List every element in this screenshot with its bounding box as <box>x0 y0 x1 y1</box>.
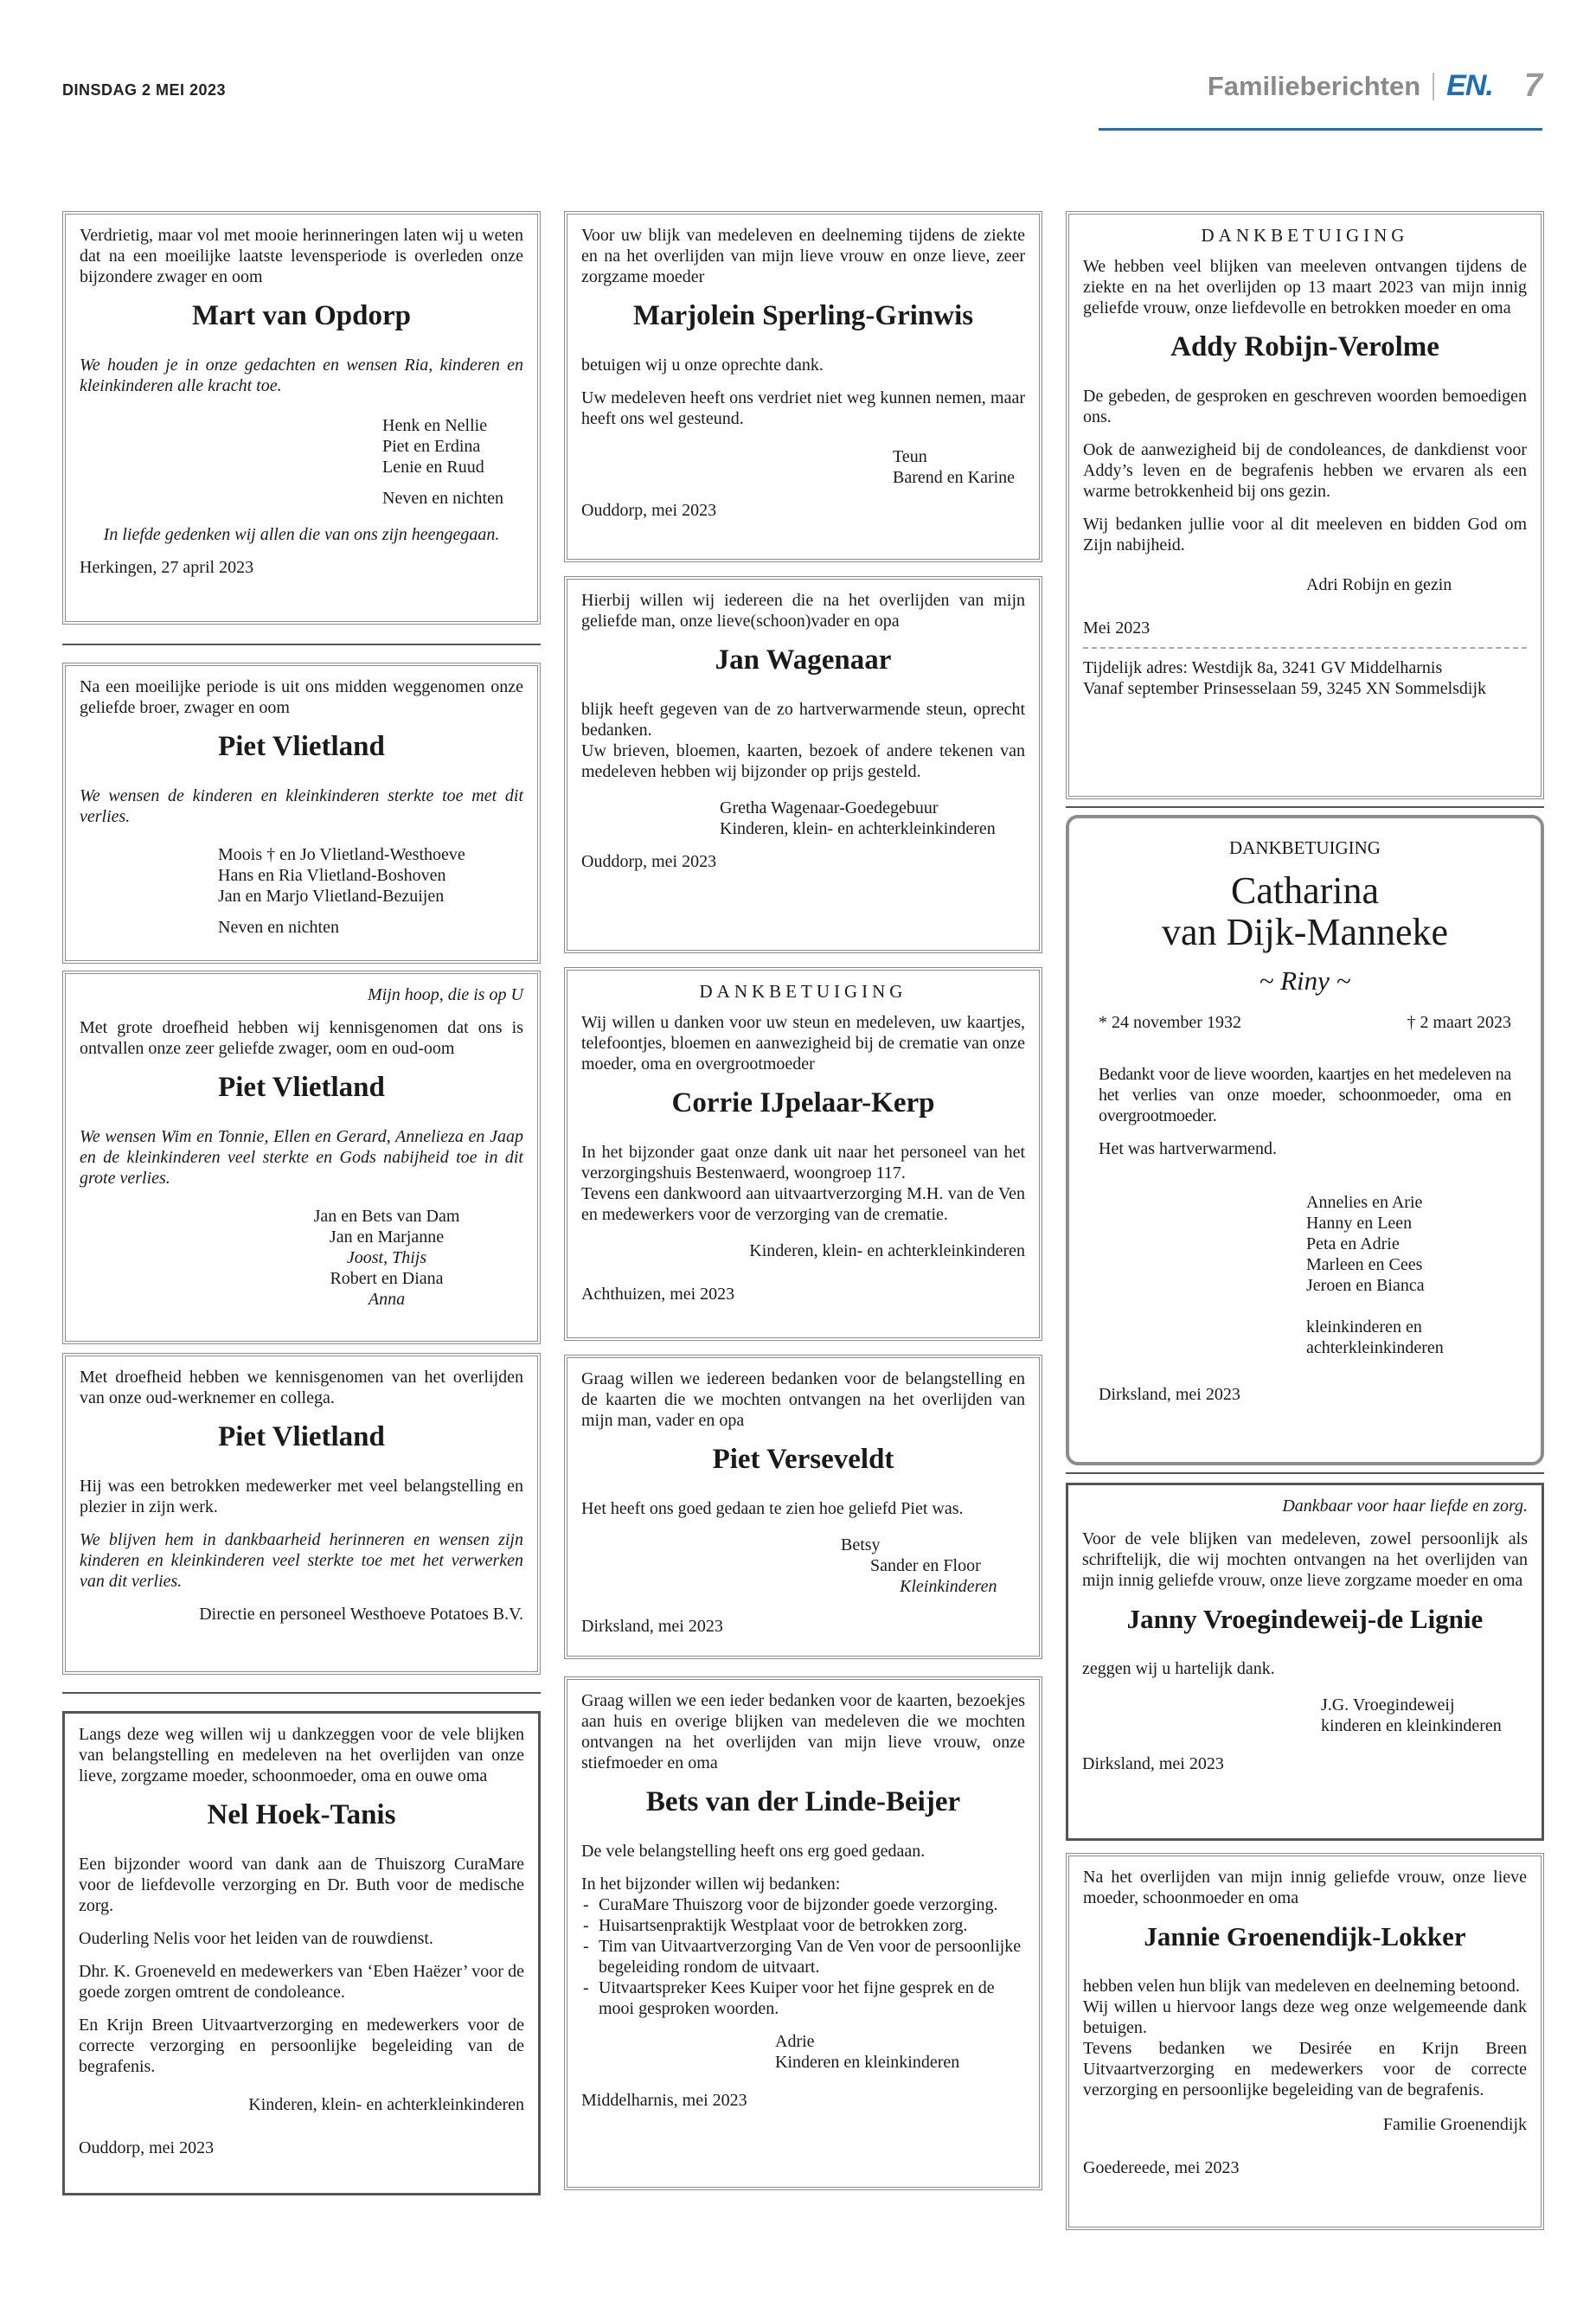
notice-text: We blijven hem in dankbaarheid herinneren en wensen zijn kinderen en kleinkinderen veel sterkte toe met het verwerken van dit verlies. <box>80 1530 523 1591</box>
thanks-paragraph: Het was hartverwarmend. <box>1099 1139 1278 1158</box>
signer: Kinderen en kleinkinderen <box>775 2053 960 2072</box>
notice-intro: We hebben veel blijken van meeleven ontvangen tijdens de ziekte en na het overlijden op 13 maart 2023 van mijn innig geliefde vrouw, onze liefdevolle en betrokken moeder en oma <box>1083 257 1527 317</box>
deceased-name: Piet Vlietland <box>218 1072 385 1103</box>
address-line: Vanaf september Prinsesselaan 59, 3245 XN Sommelsdijk <box>1083 679 1487 698</box>
column-2 <box>564 211 1042 2190</box>
notice-place-date: Ouddorp, mei 2023 <box>79 2138 215 2157</box>
signer: Adrie <box>775 2032 815 2051</box>
notice-heading: DANKBETUIGING <box>1201 225 1409 246</box>
signer-extra: Neven en nichten <box>218 918 339 937</box>
thanks-paragraph: Wij willen u hiervoor langs deze weg onze welgemeende dank betuigen. <box>1083 1997 1527 2037</box>
signers <box>218 844 523 938</box>
deceased-name: Piet Vlietland <box>218 1421 385 1452</box>
signer: Anna <box>368 1290 406 1309</box>
notice-place-date: Ouddorp, mei 2023 <box>581 501 717 520</box>
en-logo: EN. <box>1446 69 1493 102</box>
divider <box>1066 806 1544 808</box>
issue-date: DINSDAG 2 MEI 2023 <box>62 81 227 99</box>
signer-extra: Neven en nichten <box>382 489 503 508</box>
thanks-paragraph: In het bijzonder gaat onze dank uit naar het personeel van het verzorgingshuis Bestenwaerd, woongroep 117. <box>581 1143 1025 1183</box>
thanks-paragraph: Tevens een dankwoord aan uitvaartverzorging M.H. van de Ven en medewerkers voor de verzorging van de crematie. <box>581 1184 1025 1224</box>
notice-heading: DANKBETUIGING <box>699 981 907 1002</box>
thanks-paragraph: Een bijzonder woord van dank aan de Thuiszorg CuraMare voor de liefdevolle verzorging en Dr. Buth voor de medische zorg. <box>79 1855 524 1915</box>
signer: Robert en Diana <box>330 1269 444 1288</box>
deceased-name: Jannie Groenendijk-Lokker <box>1144 1921 1466 1952</box>
deceased-name: Bets van der Linde-Beijer <box>645 1786 961 1817</box>
signer: kleinkinderen en <box>1306 1317 1422 1336</box>
notice-corrie-ijpelaar-kerp <box>564 967 1042 1341</box>
deceased-name: Janny Vroegindeweij-de Lignie <box>1126 1604 1484 1634</box>
deceased-name: Piet Vlietland <box>218 731 385 762</box>
notice-text: We houden je in onze gedachten en wensen Ria, kinderen en kleinkinderen alle kracht toe. <box>80 356 523 395</box>
signers <box>893 446 1025 488</box>
notice-intro: Voor de vele blijken van medeleven, zowel persoonlijk als schriftelijk, die wij mochten ontvangen na het overlijden van mijn innig geliefde vrouw, onze lieve zorgzame moeder en oma <box>1082 1529 1528 1590</box>
notice-text: Hij was een betrokken medewerker met veel belangstelling en plezier in zijn werk. <box>80 1477 523 1516</box>
thanks-paragraph: En Krijn Breen Uitvaartverzorging en medewerkers voor de correcte verzorging en persoonlijke begeleiding van de begrafenis. <box>79 2016 524 2076</box>
thanks-paragraph: In het bijzonder willen wij bedanken: <box>581 1875 841 1894</box>
notice-intro: Na het overlijden van mijn innig geliefde vrouw, onze lieve moeder, schoonmoeder en oma <box>1083 1868 1527 1907</box>
signer: Adri Robijn en gezin <box>1306 575 1452 594</box>
signer: Peta en Adrie <box>1306 1234 1400 1253</box>
dashed-divider <box>1083 647 1527 649</box>
thanks-paragraph: Het heeft ons goed gedaan te zien hoe geliefd Piet was. <box>581 1499 964 1518</box>
deceased-name: Corrie IJpelaar-Kerp <box>671 1087 935 1118</box>
signer: Jeroen en Bianca <box>1306 1276 1425 1295</box>
thanks-paragraph: De gebeden, de gesproken en geschreven woorden bemoedigen ons. <box>1083 387 1527 426</box>
divider <box>62 644 541 645</box>
signer: achterkleinkinderen <box>1306 1338 1444 1357</box>
notice-nel-hoek-tanis <box>62 1711 541 2195</box>
notice-catharina-van-dijk-manneke <box>1066 815 1544 1465</box>
signer: Lenie en Ruud <box>382 458 484 477</box>
notice-intro: Hierbij willen wij iedereen die na het overlijden van mijn geliefde man, onze lieve(schoon)vader en opa <box>581 591 1025 631</box>
signer: Kleinkinderen <box>900 1577 997 1596</box>
notice-place-date: Middelharnis, mei 2023 <box>581 2091 747 2110</box>
thanks-paragraph: Ouderling Nelis voor het leiden van de rouwdienst. <box>79 1929 433 1948</box>
notice-heading: DANKBETUIGING <box>1229 837 1381 858</box>
signer: Kinderen, klein- en achterkleinkinderen <box>720 819 996 838</box>
thanks-paragraph: Wij bedanken jullie voor al dit meeleven en bidden God om Zijn nabijheid. <box>1083 515 1527 554</box>
notice-motto: Dankbaar voor haar liefde en zorg. <box>1282 1497 1528 1516</box>
notice-marjolein-sperling-grinwis <box>564 211 1042 562</box>
signer: J.G. Vroegindeweij <box>1321 1695 1455 1715</box>
signer: Sander en Floor <box>870 1556 981 1575</box>
page-number: 7 <box>1523 67 1542 104</box>
divider <box>62 1692 541 1694</box>
notice-intro: Voor uw blijk van medeleven en deelneming tijdens de ziekte en na het overlijden van mijn lieve vrouw en onze lieve, zeer zorgzame moeder <box>581 226 1025 286</box>
signers <box>841 1535 1025 1597</box>
notice-text: We wensen de kinderen en kleinkinderen sterkte toe met dit verlies. <box>80 786 523 826</box>
signer: Annelies en Arie <box>1306 1193 1423 1212</box>
thanks-list <box>581 1894 1025 2019</box>
list-item: - Huisartsenpraktijk Westplaat voor de betrokken zorg. <box>599 1915 1025 1936</box>
notice-place-date: Herkingen, 27 april 2023 <box>80 558 254 577</box>
signer: Directie en personeel Westhoeve Potatoes B.V. <box>199 1605 523 1624</box>
deceased-name: Mart van Opdorp <box>191 300 411 331</box>
signer: Jan en Bets van Dam <box>313 1207 460 1226</box>
signer: Joost, Thijs <box>346 1248 427 1267</box>
notice-closing: In liefde gedenken wij allen die van ons zijn heengegaan. <box>103 525 500 544</box>
masthead <box>1208 67 1542 105</box>
notice-piet-verseveldt <box>564 1355 1042 1659</box>
thanks-paragraph: Ook de aanwezigheid bij de condoleances, de dankdienst voor Addy’s leven en de begrafenis hebben we ervaren als een warme betrokkenheid bij ons gezin. <box>1083 440 1527 501</box>
thanks-paragraph: zeggen wij u hartelijk dank. <box>1082 1659 1275 1678</box>
thanks-paragraph: Tevens bedanken we Desirée en Krijn Breen Uitvaartverzorging en medewerkers voor de correcte verzorging en persoonlijke begeleiding van de begrafenis. <box>1083 2039 1527 2099</box>
thanks-paragraph: blijk heeft gegeven van de zo hartverwarmende steun, oprecht bedanken. <box>581 700 1025 740</box>
signer: Marleen en Cees <box>1306 1255 1423 1274</box>
masthead-divider <box>1433 73 1434 100</box>
thanks-paragraph: Uw medeleven heeft ons verdriet niet weg kunnen nemen, maar heeft ons wel gesteund. <box>581 388 1025 428</box>
notice-bets-van-der-linde-beijer <box>564 1676 1042 2190</box>
notice-piet-vlietland-employer <box>62 1353 541 1675</box>
list-item: - Uitvaartspreker Kees Kuiper voor het fijne gesprek en de mooi gesproken woorden. <box>599 1977 1025 2019</box>
notice-jan-wagenaar <box>564 576 1042 953</box>
notice-intro: Met grote droefheid hebben wij kennisgenomen dat ons is ontvallen onze zeer geliefde zwager, oom en oud-oom <box>80 1018 523 1058</box>
signer: Teun <box>893 447 927 466</box>
signer: Gretha Wagenaar-Goedegebuur <box>720 798 939 817</box>
deceased-last-name: van Dijk-Manneke <box>1161 911 1449 953</box>
divider <box>1066 1472 1544 1474</box>
signers <box>1321 1695 1528 1736</box>
list-item: - CuraMare Thuiszorg voor de bijzonder goede verzorging. <box>599 1894 1025 1915</box>
column-3 <box>1066 211 1544 2230</box>
deceased-name: Nel Hoek-Tanis <box>207 1799 396 1830</box>
notice-motto: Mijn hoop, die is op U <box>368 985 523 1004</box>
signer: Moois † en Jo Vlietland-Westhoeve <box>218 845 465 864</box>
signer: Betsy <box>841 1535 881 1554</box>
address-line: Tijdelijk adres: Westdijk 8a, 3241 GV Middelharnis <box>1083 658 1443 677</box>
signer: Kinderen, klein- en achterkleinkinderen <box>749 1241 1025 1260</box>
notice-place-date: Goedereede, mei 2023 <box>1083 2158 1240 2177</box>
deceased-name: Marjolein Sperling-Grinwis <box>632 300 974 331</box>
notice-place-date: Dirksland, mei 2023 <box>1099 1385 1240 1404</box>
signer: Hans en Ria Vlietland-Boshoven <box>218 866 446 885</box>
notice-intro: Na een moeilijke periode is uit ons midden weggenomen onze geliefde broer, zwager en oom <box>80 677 523 717</box>
notice-intro: Met droefheid hebben we kennisgenomen van het overlijden van onze oud-werknemer en collega. <box>80 1368 523 1407</box>
section-title: Familieberichten <box>1207 70 1421 101</box>
signer: Barend en Karine <box>893 468 1016 487</box>
thanks-paragraph: Dhr. K. Groeneveld en medewerkers van ‘Eben Haëzer’ voor de goede zorgen omtrent de condoleance. <box>79 1962 524 2002</box>
thanks-paragraph: De vele belangstelling heeft ons erg goed gedaan. <box>581 1842 926 1861</box>
signer: Henk en Nellie <box>382 416 488 435</box>
birth-date: * 24 november 1932 <box>1099 1013 1241 1032</box>
signer: Kinderen, klein- en achterkleinkinderen <box>248 2095 524 2114</box>
thanks-paragraph: Uw brieven, bloemen, kaarten, bezoek of andere tekenen van medeleven hebben wij bijzonder op prijs gesteld. <box>581 741 1025 781</box>
thanks-paragraph: betuigen wij u onze oprechte dank. <box>581 356 824 375</box>
death-date: † 2 maart 2023 <box>1407 1013 1511 1032</box>
deceased-name: Piet Verseveldt <box>712 1444 894 1475</box>
signer: Jan en Marjo Vlietland-Bezuijen <box>218 887 445 906</box>
column-1 <box>62 211 541 2195</box>
notice-text: We wensen Wim en Tonnie, Ellen en Gerard, Annelieza en Jaap en de kleinkinderen veel sterkte en Gods nabijheid toe in dit grote verlies. <box>80 1127 523 1188</box>
list-item: - Tim van Uitvaartverzorging Van de Ven voor de persoonlijke begeleiding rondom de uitvaart. <box>599 1936 1025 1977</box>
notice-intro: Graag willen we een ieder bedanken voor de kaarten, bezoekjes aan huis en overige blijken van medeleven die we mochten ontvangen na het overlijden van mijn lieve vrouw, onze stiefmoeder en oma <box>581 1691 1025 1772</box>
deceased-name: Jan Wagenaar <box>715 644 892 676</box>
signers <box>382 415 523 509</box>
signer: Hanny en Leen <box>1306 1214 1413 1233</box>
notice-place-date: Dirksland, mei 2023 <box>1082 1754 1224 1773</box>
life-dates <box>1099 1012 1511 1033</box>
notice-place-date: Dirksland, mei 2023 <box>581 1617 723 1636</box>
signers <box>720 798 1025 839</box>
notice-place-date: Ouddorp, mei 2023 <box>581 852 717 871</box>
notice-jannie-groenendijk-lokker <box>1066 1853 1544 2230</box>
signer: Piet en Erdina <box>382 437 481 456</box>
signers <box>1306 1192 1511 1358</box>
notice-mart-van-opdorp <box>62 211 541 625</box>
notice-addy-robijn-verolme <box>1066 211 1544 799</box>
notice-piet-vlietland-relatives <box>62 971 541 1344</box>
signer: Familie Groenendijk <box>1382 2115 1527 2134</box>
notice-intro: Langs deze weg willen wij u dankzeggen voor de vele blijken van belangstelling en medeleven na het overlijden van onze lieve, zorgzame moeder, schoonmoeder, oma en ouwe oma <box>79 1725 524 1785</box>
notice-intro: Verdrietig, maar vol met mooie herinneringen laten wij u weten dat na een moeilijke laatste levensperiode is overleden onze bijzondere zwager en oom <box>80 226 523 286</box>
thanks-paragraph: Bedankt voor de lieve woorden, kaartjes en het medeleven na het verlies van onze moeder, schoonmoeder, oma en overgrootmoeder. <box>1099 1065 1511 1125</box>
notice-place-date: Mei 2023 <box>1083 619 1151 638</box>
deceased-nickname: ~ Riny ~ <box>1259 965 1351 996</box>
thanks-paragraph: hebben velen hun blijk van medeleven en deelneming betoond. <box>1083 1977 1520 1996</box>
notice-intro: Graag willen we iedereen bedanken voor de belangstelling en de kaarten die we mochten ontvangen na het overlijden van mijn man, vader en opa <box>581 1369 1025 1430</box>
notice-intro: Wij willen u danken voor uw steun en medeleven, uw kaartjes, telefoontjes, bloemen en aanwezigheid bij de crematie van onze moeder, oma en overgrootmoeder <box>581 1013 1025 1074</box>
signers <box>775 2031 1025 2073</box>
signers <box>300 1206 473 1310</box>
header-rule <box>1099 128 1542 131</box>
notice-piet-vlietland-family <box>62 663 541 964</box>
notice-place-date: Achthuizen, mei 2023 <box>581 1285 735 1304</box>
signer: kinderen en kleinkinderen <box>1321 1716 1502 1735</box>
deceased-name: Addy Robijn-Verolme <box>1170 331 1439 362</box>
notice-janny-vroegindeweij-de-lignie <box>1066 1483 1544 1841</box>
signer: Jan en Marjanne <box>329 1227 445 1247</box>
deceased-first-name: Catharina <box>1230 869 1380 912</box>
